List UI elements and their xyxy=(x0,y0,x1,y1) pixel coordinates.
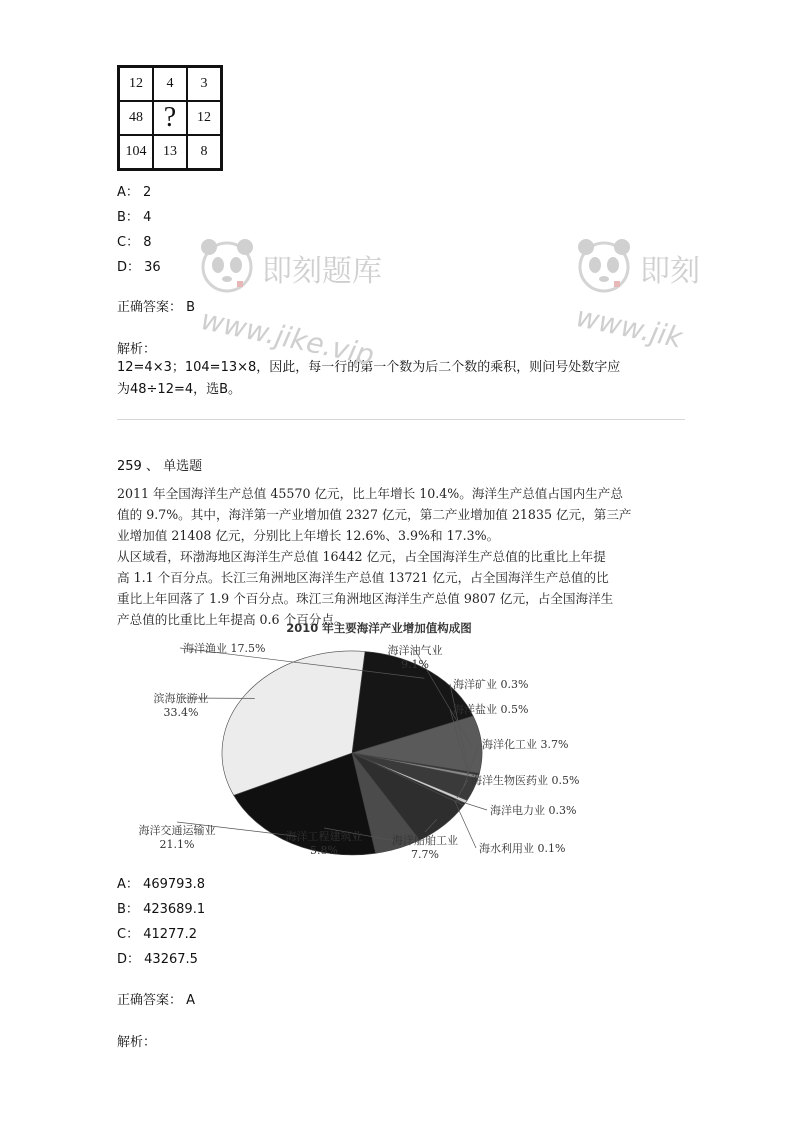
grid-cell: 48 xyxy=(119,101,153,135)
option-c[interactable] xyxy=(117,231,152,250)
option-key: C： xyxy=(117,235,140,250)
option-key: A： xyxy=(117,185,139,200)
option-text: 469793.8 xyxy=(143,877,206,892)
panda-logo-icon xyxy=(574,235,634,297)
answer-value: B xyxy=(186,300,196,315)
grid-cell: 13 xyxy=(153,135,187,169)
question-header: 259 、 单选题 xyxy=(117,459,203,474)
slice-label: 海洋船舶工业 7.7% xyxy=(392,834,458,861)
watermark-url-partial: www.jik xyxy=(573,300,686,355)
correct-answer xyxy=(117,296,195,315)
option-text: 36 xyxy=(144,260,161,275)
passage-line: 重比上年回落了 1.9 个百分点。珠江三角洲地区海洋生产总值 9807 亿元，占全国海洋生 xyxy=(117,591,614,606)
passage-line: 产总值的比重比上年提高 0.6 个百分点。 xyxy=(117,612,347,627)
option-key: A： xyxy=(117,877,139,892)
option-text: 423689.1 xyxy=(143,902,206,917)
answer-value: A xyxy=(186,993,196,1008)
watermark-name: 即刻题库 xyxy=(262,254,382,289)
option-key: B： xyxy=(117,210,139,225)
grid-cell: 8 xyxy=(187,135,221,169)
option-text: 2 xyxy=(143,185,152,200)
number-grid-puzzle xyxy=(117,65,223,171)
grid-cell-question: ? xyxy=(153,101,187,135)
grid-cell: 12 xyxy=(119,67,153,101)
grid-cell: 12 xyxy=(187,101,221,135)
option-key: D： xyxy=(117,952,141,967)
slice-label: 海洋工程建筑业 5.8% xyxy=(285,830,363,857)
slice-label: 海水利用业 0.1% xyxy=(479,842,566,855)
slice-label: 海洋渔业 17.5% xyxy=(183,642,266,655)
grid-cell: 104 xyxy=(119,135,153,169)
slice-label: 海洋化工业 3.7% xyxy=(482,738,569,751)
option-text: 8 xyxy=(143,235,152,250)
panda-logo-icon xyxy=(197,235,257,297)
option-text: 4 xyxy=(143,210,152,225)
slice-label: 海洋盐业 0.5% xyxy=(453,703,529,716)
watermark-url: www.jike.vip xyxy=(198,303,378,372)
option-text: 43267.5 xyxy=(144,952,198,967)
option-a[interactable] xyxy=(117,181,151,200)
passage-line: 从区域看，环渤海地区海洋生产总值 16442 亿元，占全国海洋生产总值的比重比上年提 xyxy=(117,549,606,564)
analysis-label: 解析： xyxy=(117,342,157,357)
option-text: 41277.2 xyxy=(143,927,197,942)
option-d[interactable] xyxy=(117,256,161,275)
option-d[interactable] xyxy=(117,948,198,967)
option-a[interactable] xyxy=(117,873,205,892)
slice-label: 海洋电力业 0.3% xyxy=(490,804,577,817)
watermark-name-partial: 即刻 xyxy=(640,254,700,289)
slice-label: 海洋生物医药业 0.5% xyxy=(471,774,580,787)
pie-chart xyxy=(117,618,685,880)
scanned-passage xyxy=(117,483,685,630)
option-key: D： xyxy=(117,260,141,275)
slice-label: 滨海旅游业 33.4% xyxy=(153,692,209,719)
option-b[interactable] xyxy=(117,206,151,225)
option-b[interactable] xyxy=(117,898,205,917)
slice-label: 海洋矿业 0.3% xyxy=(453,678,529,691)
option-c[interactable] xyxy=(117,923,197,942)
grid-cell: 3 xyxy=(187,67,221,101)
passage-line: 2011 年全国海洋生产总值 45570 亿元，比上年增长 10.4%。海洋生产总值占国内生产总 xyxy=(117,486,623,501)
analysis-text xyxy=(117,357,697,401)
analysis-line: 12=4×3；104=13×8，因此，每一行的第一个数为后二个数的乘积，则问号处数字应 xyxy=(117,360,621,375)
passage-line: 高 1.1 个百分点。长江三角洲地区海洋生产总值 13721 亿元，占全国海洋生产总值的比 xyxy=(117,570,609,585)
analysis-label: 解析： xyxy=(117,1035,157,1050)
grid-cell: 4 xyxy=(153,67,187,101)
passage-line: 值的 9.7%。其中，海洋第一产业增加值 2327 亿元，第二产业增加值 21835 亿元，第三产 xyxy=(117,507,632,522)
answer-label: 正确答案： xyxy=(117,993,183,1008)
answer-label: 正确答案： xyxy=(117,300,183,315)
passage-line: 业增加值 21408 亿元，分别比上年增长 12.6%、3.9%和 17.3%。 xyxy=(117,528,500,543)
analysis-line: 为48÷12=4，选B。 xyxy=(117,382,242,397)
correct-answer xyxy=(117,989,195,1008)
option-key: C： xyxy=(117,927,140,942)
chart-title: 2010 年主要海洋产业增加值构成图 xyxy=(286,621,472,635)
divider xyxy=(117,419,685,420)
slice-label: 海洋油气业 9.1% xyxy=(387,644,443,671)
option-key: B： xyxy=(117,902,139,917)
slice-label: 海洋交通运输业 21.1% xyxy=(138,824,216,851)
